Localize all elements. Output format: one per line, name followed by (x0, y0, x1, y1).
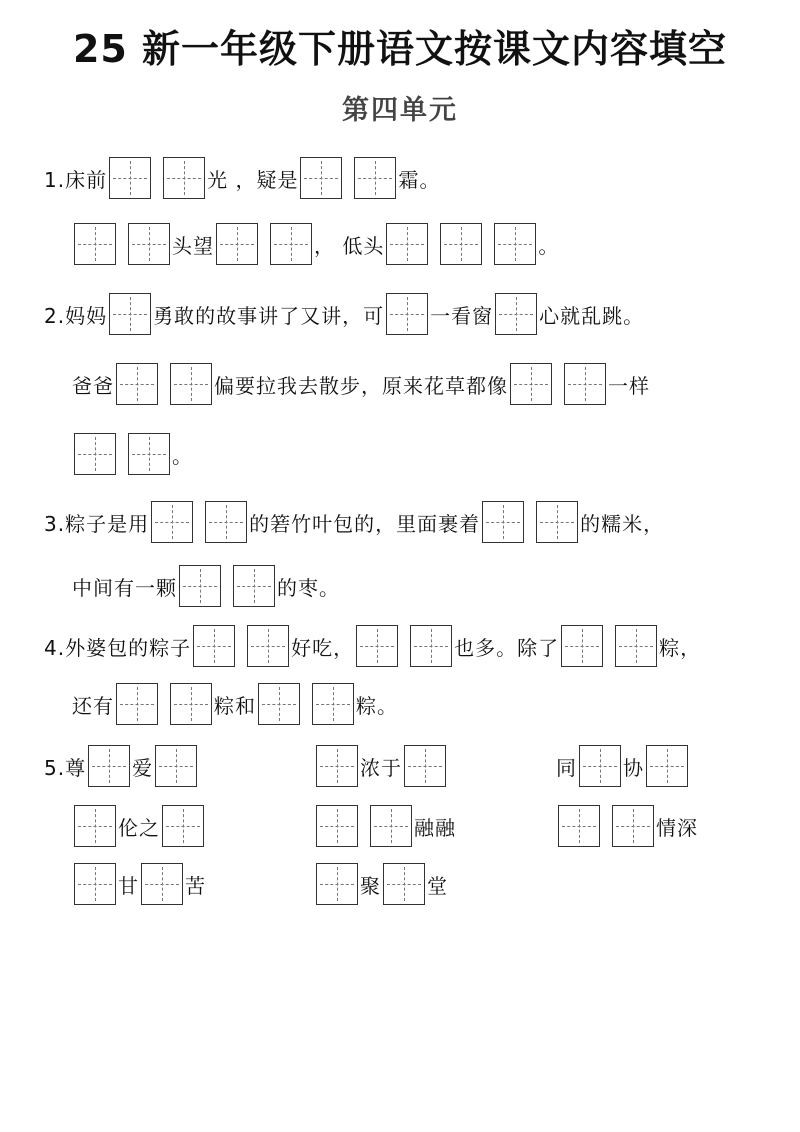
question-2-line-1 (44, 290, 644, 338)
text-segment: 苦 (185, 873, 206, 898)
answer-box[interactable] (440, 223, 482, 265)
question-5-item-3 (556, 742, 690, 790)
answer-box[interactable] (109, 157, 151, 199)
answer-box[interactable] (128, 223, 170, 265)
answer-box[interactable] (155, 745, 197, 787)
text-segment: 同 (556, 755, 577, 780)
answer-box[interactable] (170, 363, 212, 405)
answer-box[interactable] (356, 625, 398, 667)
question-5-item-8 (314, 860, 448, 908)
text-segment: 粽， (659, 635, 702, 660)
text-segment: 一看窗 (430, 303, 494, 328)
answer-box[interactable] (74, 223, 116, 265)
question-2-line-3 (72, 430, 193, 478)
text-segment: 的枣。 (277, 575, 340, 600)
text-segment: 堂 (427, 873, 448, 898)
text-segment: 融融 (414, 815, 456, 840)
text-segment: 协 (623, 755, 644, 780)
text-segment: 伦之 (118, 815, 160, 840)
answer-box[interactable] (316, 863, 358, 905)
answer-box[interactable] (316, 805, 358, 847)
text-segment: 霜。 (398, 167, 441, 192)
answer-box[interactable] (270, 223, 312, 265)
text-segment: 的糯米， (580, 511, 665, 536)
text-segment: 还有 (72, 693, 114, 718)
answer-box[interactable] (74, 863, 116, 905)
text-segment: 也多。除了 (454, 635, 560, 660)
answer-box[interactable] (564, 363, 606, 405)
text-segment: ， 低头 (314, 233, 385, 258)
question-1-line-2 (72, 220, 559, 268)
answer-box[interactable] (354, 157, 396, 199)
answer-box[interactable] (404, 745, 446, 787)
answer-box[interactable] (128, 433, 170, 475)
answer-box[interactable] (615, 625, 657, 667)
answer-box[interactable] (258, 683, 300, 725)
text-segment: 爱 (132, 755, 154, 780)
answer-box[interactable] (205, 501, 247, 543)
text-segment: 粽和 (214, 693, 256, 718)
answer-box[interactable] (316, 745, 358, 787)
text-segment: 心就乱跳。 (539, 303, 645, 328)
answer-box[interactable] (116, 683, 158, 725)
answer-box[interactable] (612, 805, 654, 847)
text-segment: 1.床前 (44, 167, 108, 192)
text-segment: 中间有一颗 (72, 575, 177, 600)
question-4-line-2 (72, 680, 398, 728)
text-segment: 勇敢的故事讲了又讲，可 (153, 303, 385, 328)
question-4-line-1 (44, 622, 701, 670)
text-segment: 。 (172, 443, 193, 468)
question-5-item-1 (44, 742, 199, 790)
answer-box[interactable] (312, 683, 354, 725)
answer-box[interactable] (561, 625, 603, 667)
answer-box[interactable] (510, 363, 552, 405)
text-segment: 3.粽子是用 (44, 511, 150, 536)
answer-box[interactable] (109, 293, 151, 335)
text-segment: 情深 (656, 815, 698, 840)
question-2-line-2 (72, 360, 650, 408)
question-5-item-7 (72, 860, 206, 908)
text-segment: 爸爸 (72, 373, 114, 398)
answer-box[interactable] (300, 157, 342, 199)
unit-subtitle: 第四单元 (342, 95, 458, 126)
question-5-item-4 (72, 802, 206, 850)
text-segment: 好吃， (291, 635, 355, 660)
answer-box[interactable] (163, 157, 205, 199)
text-segment: 甘 (118, 873, 139, 898)
answer-box[interactable] (646, 745, 688, 787)
answer-box[interactable] (410, 625, 452, 667)
text-segment: 浓于 (360, 755, 402, 780)
answer-box[interactable] (495, 293, 537, 335)
answer-box[interactable] (370, 805, 412, 847)
answer-box[interactable] (558, 805, 600, 847)
text-segment: 偏要拉我去散步，原来花草都像 (214, 373, 508, 398)
text-segment: 2.妈妈 (44, 303, 108, 328)
text-segment: 光 ，疑是 (207, 167, 299, 192)
answer-box[interactable] (179, 565, 221, 607)
answer-box[interactable] (88, 745, 130, 787)
answer-box[interactable] (162, 805, 204, 847)
answer-box[interactable] (482, 501, 524, 543)
text-segment: 一样 (608, 373, 650, 398)
answer-box[interactable] (536, 501, 578, 543)
text-segment: 。 (538, 233, 560, 258)
answer-box[interactable] (579, 745, 621, 787)
answer-box[interactable] (386, 293, 428, 335)
text-segment: 聚 (360, 873, 381, 898)
answer-box[interactable] (141, 863, 183, 905)
answer-box[interactable] (193, 625, 235, 667)
answer-box[interactable] (383, 863, 425, 905)
answer-box[interactable] (170, 683, 212, 725)
answer-box[interactable] (247, 625, 289, 667)
answer-box[interactable] (233, 565, 275, 607)
answer-box[interactable] (74, 433, 116, 475)
answer-box[interactable] (386, 223, 428, 265)
text-segment: 5.尊 (44, 755, 87, 780)
question-3-line-2 (72, 562, 340, 610)
answer-box[interactable] (151, 501, 193, 543)
question-5-item-6 (556, 802, 698, 850)
text-segment: 的箬竹叶包的，里面裹着 (249, 511, 481, 536)
question-5-item-2 (314, 742, 448, 790)
text-segment: 头望 (172, 233, 214, 258)
text-segment: 4.外婆包的粽子 (44, 635, 192, 660)
question-3-line-1 (44, 498, 664, 546)
answer-box[interactable] (116, 363, 158, 405)
question-5-item-5 (314, 802, 456, 850)
worksheet-title: 25 新一年级下册语文按课文内容填空 (72, 27, 728, 71)
answer-box[interactable] (494, 223, 536, 265)
answer-box[interactable] (74, 805, 116, 847)
text-segment: 粽。 (356, 693, 398, 718)
answer-box[interactable] (216, 223, 258, 265)
question-1-line-1 (44, 154, 440, 202)
